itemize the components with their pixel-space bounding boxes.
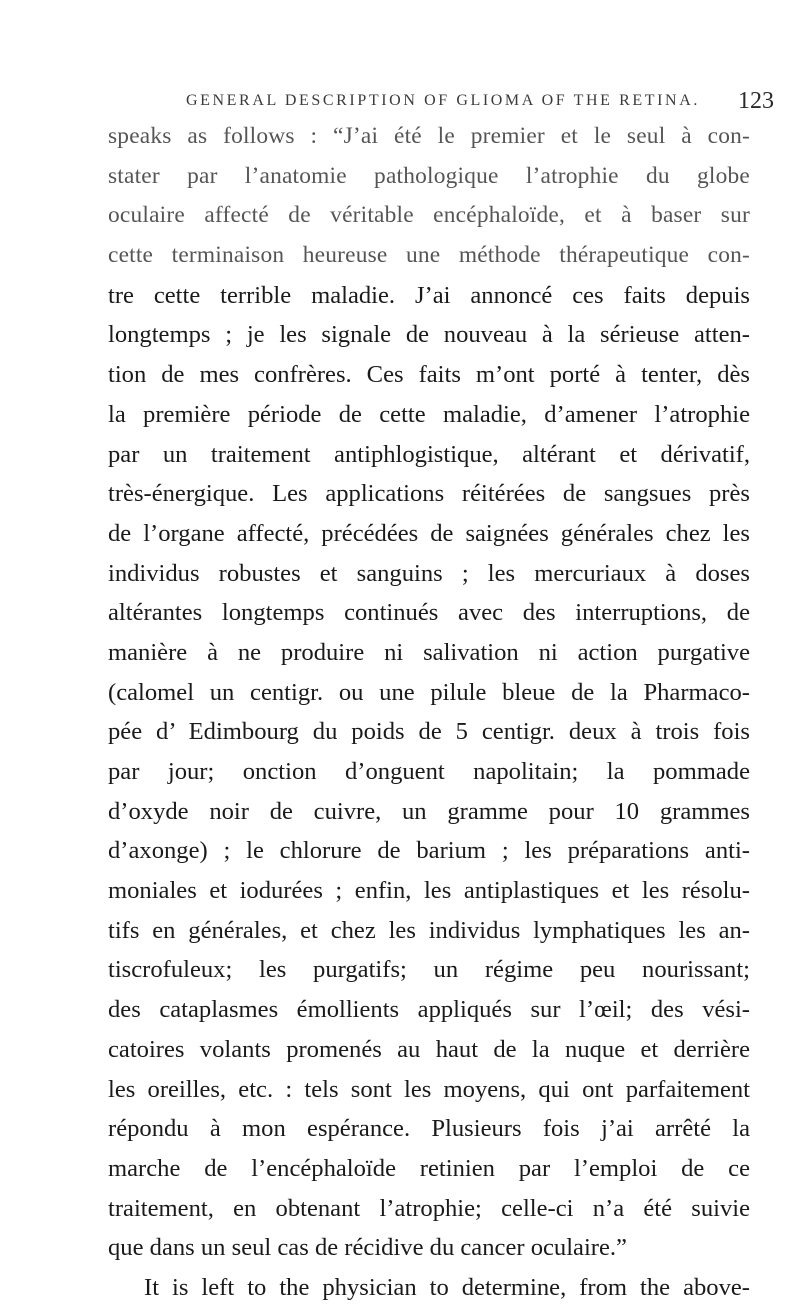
text-line: marche de l’encéphaloïde retinien par l’emploi de ce (108, 1154, 750, 1182)
text-line: tiscrofuleux; les purgatifs; un régime peu nourissant; (108, 956, 750, 984)
text-line: tifs en générales, et chez les individus lymphatiques les an- (108, 916, 750, 944)
text-line: d’oxyde noir de cuivre, un gramme pour 10 grammes (108, 797, 750, 825)
text-line: traitement, en obtenant l’atrophie; celle-ci n’a été suivie (108, 1194, 750, 1222)
text-line: de l’organe affecté, précédées de saignées générales chez les (108, 519, 750, 547)
text-line: tre cette terrible maladie. J’ai annoncé ces faits depuis (108, 281, 750, 309)
text-line: par jour; onction d’onguent napolitain; la pommade (108, 758, 750, 785)
text-line: d’axonge) ; le chlorure de barium ; les préparations anti- (108, 837, 750, 865)
text-line: des cataplasmes émollients appliqués sur l’œil; des vési- (108, 996, 750, 1024)
text-line: par un traitement antiphlogistique, altérant et dérivatif, (108, 440, 750, 468)
text-line: moniales et iodurées ; enfin, les antiplastiques et les résolu- (108, 877, 750, 905)
text-line: speaks as follows : “J’ai été le premier et le seul à con- (108, 123, 750, 149)
text-line: pée d’ Edimbourg du poids de 5 centigr. deux à trois fois (108, 718, 750, 746)
text-line: (calomel un centigr. ou une pilule bleue de la Pharmaco- (108, 678, 750, 706)
text-line: la première période de cette maladie, d’amener l’atrophie (108, 400, 750, 428)
body-text (108, 117, 750, 1308)
text-line: les oreilles, etc. : tels sont les moyens, qui ont parfaitement (108, 1075, 750, 1103)
text-line: tion de mes confrères. Ces faits m’ont porté à tenter, dès (108, 361, 750, 389)
text-line: altérantes longtemps continués avec des interruptions, de (108, 599, 750, 627)
text-line: cette terminaison heureuse une méthode thérapeutique con- (108, 242, 750, 269)
text-line: It is left to the physician to determine, from the above- (144, 1273, 750, 1301)
text-line: stater par l’anatomie pathologique l’atrophie du globe (108, 162, 750, 189)
running-head (0, 88, 801, 118)
page-number: 123 (738, 88, 774, 114)
text-line: très-énergique. Les applications réitérées de sangsues près (108, 480, 750, 508)
text-line: catoires volants promenés au haut de la nuque et derrière (108, 1035, 750, 1063)
text-line: individus robustes et sanguins ; les mercuriaux à doses (108, 559, 750, 587)
running-title: GENERAL DESCRIPTION OF GLIOMA OF THE RETINA. (186, 92, 700, 109)
text-line: répondu à mon espérance. Plusieurs fois j’ai arrêté la (108, 1115, 750, 1143)
text-line: oculaire affecté de véritable encéphaloïde, et à baser sur (108, 202, 750, 229)
text-line: que dans un seul cas de récidive du cancer oculaire.” (108, 1234, 627, 1262)
text-line: manière à ne produire ni salivation ni action purgative (108, 638, 750, 666)
text-line: longtemps ; je les signale de nouveau à la sérieuse atten- (108, 321, 750, 349)
